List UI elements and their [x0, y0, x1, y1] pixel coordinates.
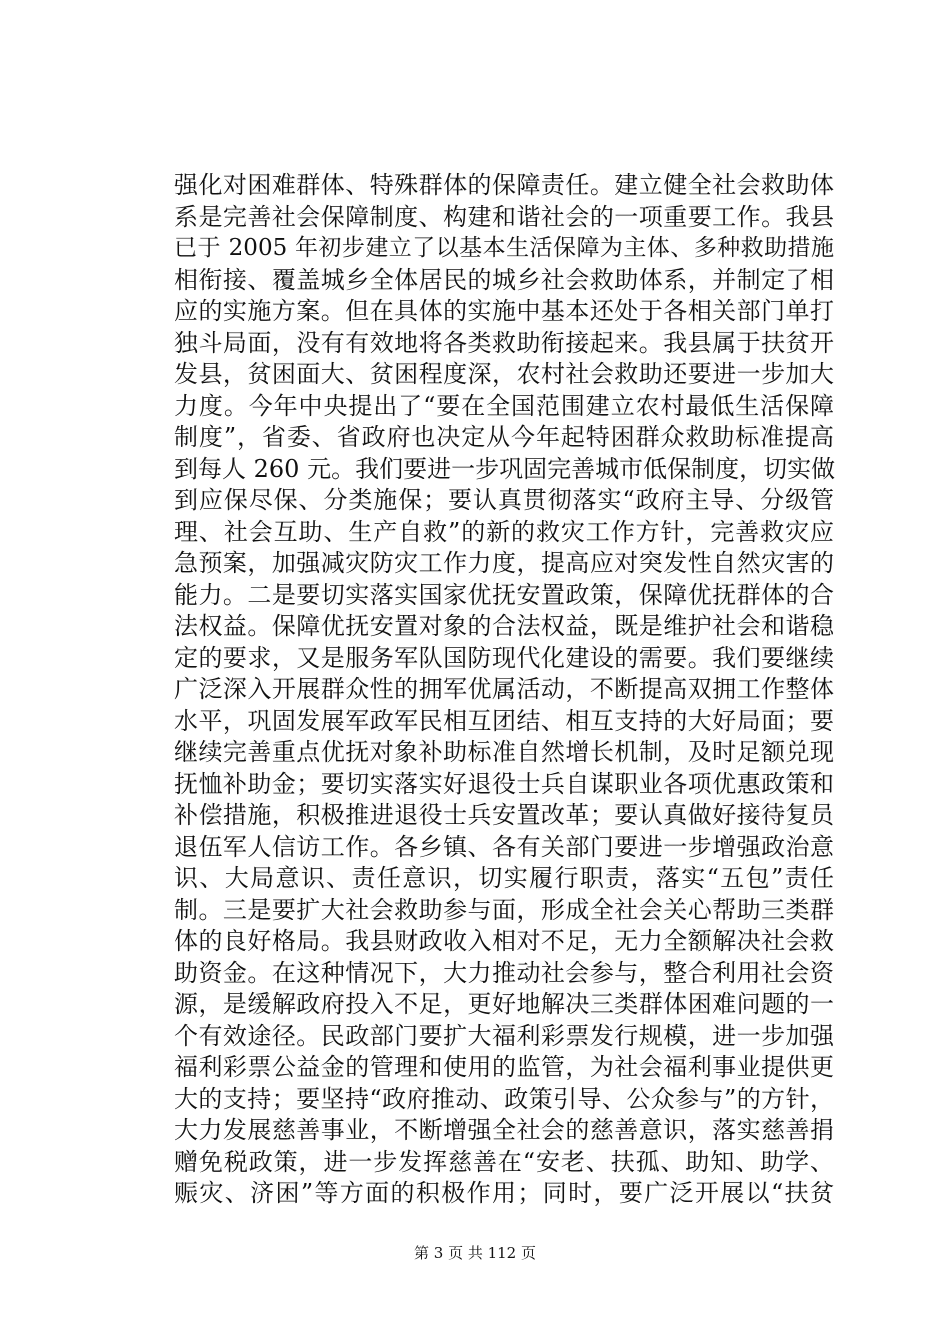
text-line: 广泛深入开展群众性的拥军优属活动，不断提高双拥工作整体: [174, 675, 834, 703]
text-line: 法权益。保障优抚安置对象的合法权益，既是维护社会和谐稳: [174, 612, 834, 640]
text-line: 赠免税政策，进一步发挥慈善在“安老、扶孤、助知、助学、: [174, 1147, 834, 1176]
text-line: 制度”，省委、省政府也决定从今年起特困群众救助标准提高: [174, 423, 834, 451]
text-line: 到应保尽保、分类施保；要认真贯彻落实“政府主导、分级管: [174, 486, 834, 514]
text-line: 退伍军人信访工作。各乡镇、各有关部门要进一步增强政治意: [174, 832, 834, 861]
text-line: 水平，巩固发展军政军民相互团结、相互支持的大好局面；要: [174, 706, 834, 735]
body-text: [174, 170, 834, 1210]
text-line: 独斗局面，没有有效地将各类救助衔接起来。我县属于扶贫开: [174, 328, 834, 357]
text-line: 体的良好格局。我县财政收入相对不足，无力全额解决社会救: [174, 927, 834, 955]
text-line: 系是完善社会保障制度、构建和谐社会的一项重要工作。我县: [174, 202, 834, 231]
text-line: 继续完善重点优抚对象补助标准自然增长机制，及时足额兑现: [174, 738, 834, 766]
text-line: 急预案，加强减灾防灾工作力度，提高应对突发性自然灾害的: [174, 549, 834, 577]
text-line: 理、社会互助、生产自救”的新的救灾工作方针，完善救灾应: [174, 517, 834, 546]
text-line: 相衔接、覆盖城乡全体居民的城乡社会救助体系，并制定了相: [174, 265, 834, 294]
text-line: 源，是缓解政府投入不足，更好地解决三类群体困难问题的一: [174, 990, 834, 1018]
text-line: 助资金。在这种情况下，大力推动社会参与，整合利用社会资: [174, 958, 834, 987]
text-line: 福利彩票公益金的管理和使用的监管，为社会福利事业提供更: [174, 1053, 834, 1081]
text-line: 能力。二是要切实落实国家优抚安置政策，保障优抚群体的合: [174, 580, 834, 609]
text-line: 应的实施方案。但在具体的实施中基本还处于各相关部门单打: [174, 297, 834, 325]
text-line: 识、大局意识、责任意识，切实履行职责，落实“五包”责任: [174, 864, 834, 892]
text-line: 已于 2005 年初步建立了以基本生活保障为主体、多种救助措施: [174, 235, 834, 261]
text-line: 个有效途径。民政部门要扩大福利彩票发行规模，进一步加强: [174, 1021, 834, 1050]
text-line: 赈灾、济困”等方面的积极作用；同时，要广泛开展以“扶贫: [174, 1179, 834, 1207]
text-line: 补偿措施，积极推进退役士兵安置改革；要认真做好接待复员: [174, 801, 834, 829]
text-line: 发县，贫困面大、贫困程度深，农村社会救助还要进一步加大: [174, 360, 834, 388]
text-line: 力度。今年中央提出了“要在全国范围建立农村最低生活保障: [174, 391, 834, 420]
text-line: 定的要求，又是服务军队国防现代化建设的需要。我们要继续: [174, 643, 834, 672]
text-line: 抚恤补助金；要切实落实好退役士兵自谋职业各项优惠政策和: [174, 769, 834, 798]
page-footer: 第 3 页 共 112 页: [413, 1244, 536, 1262]
text-line: 大力发展慈善事业，不断增强全社会的慈善意识，落实慈善捐: [174, 1116, 834, 1144]
text-line: 大的支持；要坚持“政府推动、政策引导、公众参与”的方针，: [174, 1084, 834, 1113]
text-line: 强化对困难群体、特殊群体的保障责任。建立健全社会救助体: [174, 171, 834, 199]
text-line: 到每人 260 元。我们要进一步巩固完善城市低保制度，切实做: [174, 454, 836, 483]
text-line: 制。三是要扩大社会救助参与面，形成全社会关心帮助三类群: [174, 895, 834, 924]
